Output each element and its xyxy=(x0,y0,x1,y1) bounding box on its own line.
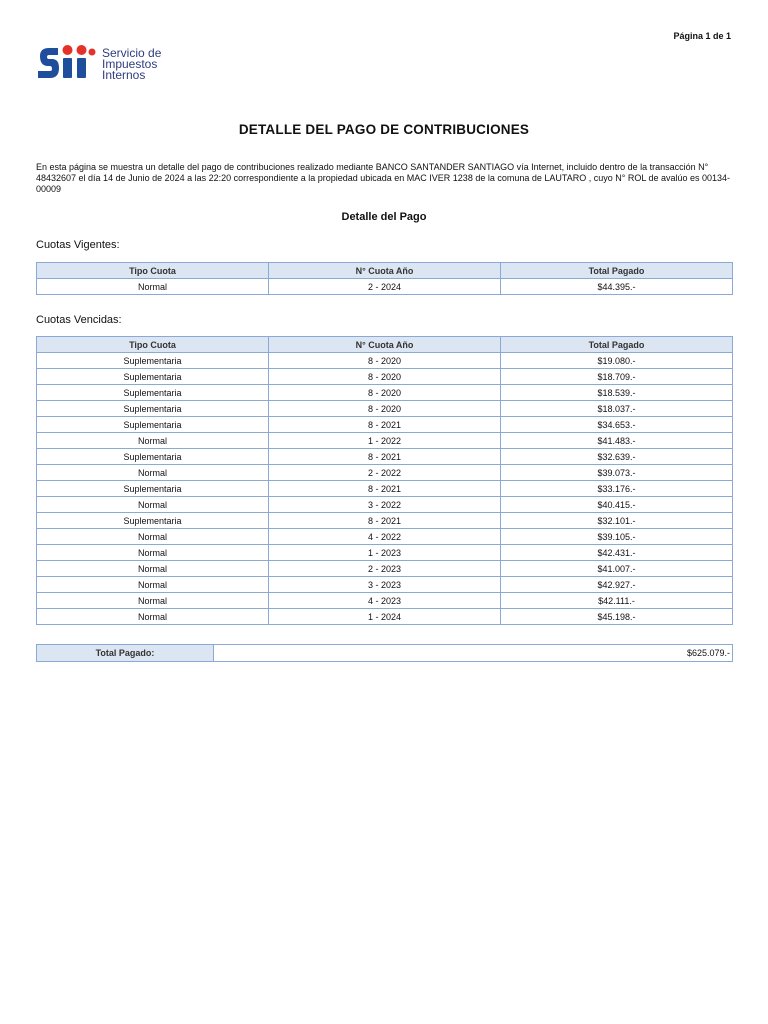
cell-cuota-anio: 1 - 2023 xyxy=(269,545,501,561)
table-row xyxy=(37,401,733,417)
cell-total-pagado: $42.111.- xyxy=(501,593,733,609)
cell-cuota-anio: 1 - 2024 xyxy=(269,609,501,625)
cell-cuota-anio: 2 - 2022 xyxy=(269,465,501,481)
cell-cuota-anio: 3 - 2022 xyxy=(269,497,501,513)
table-header-row xyxy=(37,263,733,279)
cell-tipo-cuota: Suplementaria xyxy=(37,385,269,401)
cell-cuota-anio: 8 - 2021 xyxy=(269,513,501,529)
vencidas-table-body xyxy=(37,353,733,625)
cell-tipo-cuota: Normal xyxy=(37,529,269,545)
total-label: Total Pagado: xyxy=(37,645,214,662)
table-row xyxy=(37,513,733,529)
sii-logo-mark xyxy=(36,42,96,86)
cell-cuota-anio: 4 - 2023 xyxy=(269,593,501,609)
total-table xyxy=(36,644,733,662)
table-row xyxy=(37,369,733,385)
column-header: Total Pagado xyxy=(501,263,733,279)
table-row xyxy=(37,577,733,593)
cell-total-pagado: $39.105.- xyxy=(501,529,733,545)
cell-total-pagado: $18.539.- xyxy=(501,385,733,401)
cell-tipo-cuota: Suplementaria xyxy=(37,401,269,417)
cell-tipo-cuota: Suplementaria xyxy=(37,449,269,465)
cell-tipo-cuota: Suplementaria xyxy=(37,417,269,433)
cell-cuota-anio: 8 - 2021 xyxy=(269,417,501,433)
table-row xyxy=(37,561,733,577)
table-row xyxy=(37,545,733,561)
cell-total-pagado: $42.431.- xyxy=(501,545,733,561)
column-header: Tipo Cuota xyxy=(37,337,269,353)
cell-total-pagado: $34.653.- xyxy=(501,417,733,433)
cell-tipo-cuota: Normal xyxy=(37,561,269,577)
page-title: DETALLE DEL PAGO DE CONTRIBUCIONES xyxy=(238,122,530,137)
table-row xyxy=(37,497,733,513)
table-row xyxy=(37,449,733,465)
cell-cuota-anio: 1 - 2022 xyxy=(269,433,501,449)
cell-total-pagado: $45.198.- xyxy=(501,609,733,625)
cell-tipo-cuota: Normal xyxy=(37,593,269,609)
cell-tipo-cuota: Normal xyxy=(37,465,269,481)
cell-total-pagado: $33.176.- xyxy=(501,481,733,497)
table-row xyxy=(37,417,733,433)
logo-line-1: Servicio de xyxy=(102,45,162,60)
cell-cuota-anio: 2 - 2023 xyxy=(269,561,501,577)
table-row xyxy=(37,593,733,609)
column-header: Tipo Cuota xyxy=(37,263,269,279)
table-row xyxy=(37,529,733,545)
sii-logo xyxy=(36,42,161,86)
cell-total-pagado: $44.395.- xyxy=(501,279,733,295)
cell-tipo-cuota: Normal xyxy=(37,577,269,593)
vencidas-label: Cuotas Vencidas: xyxy=(36,314,122,326)
total-row xyxy=(37,645,733,662)
cell-total-pagado: $32.639.- xyxy=(501,449,733,465)
table-row xyxy=(37,385,733,401)
table-row xyxy=(37,465,733,481)
intro-paragraph: En esta página se muestra un detalle del pago de contribuciones realizado mediante BANCO SANTANDER SANTIAGO vía Internet, incluido dentro de la transacción N° 48432607 el día 14 de Junio de 2024 a las 22:20 correspondiente a la propiedad ubicada en MAC IVER 1238 de la comuna de LAUTARO , cuyo N° ROL de avalúo es 00134-00009 xyxy=(36,162,731,194)
cell-tipo-cuota: Normal xyxy=(37,545,269,561)
total-value: $625.079.- xyxy=(214,645,733,662)
cell-cuota-anio: 8 - 2020 xyxy=(269,369,501,385)
cell-cuota-anio: 2 - 2024 xyxy=(269,279,501,295)
cell-total-pagado: $18.037.- xyxy=(501,401,733,417)
cell-tipo-cuota: Normal xyxy=(37,497,269,513)
cell-cuota-anio: 8 - 2020 xyxy=(269,353,501,369)
cell-total-pagado: $42.927.- xyxy=(501,577,733,593)
cell-tipo-cuota: Normal xyxy=(37,279,269,295)
column-header: Total Pagado xyxy=(501,337,733,353)
vencidas-table xyxy=(36,336,733,625)
cell-total-pagado: $41.483.- xyxy=(501,433,733,449)
table-row xyxy=(37,353,733,369)
cell-total-pagado: $41.007.- xyxy=(501,561,733,577)
cell-tipo-cuota: Suplementaria xyxy=(37,353,269,369)
cell-cuota-anio: 8 - 2021 xyxy=(269,449,501,465)
cell-total-pagado: $39.073.- xyxy=(501,465,733,481)
table-row xyxy=(37,481,733,497)
logo-wordmark xyxy=(102,45,162,82)
table-row xyxy=(37,433,733,449)
cell-cuota-anio: 8 - 2020 xyxy=(269,385,501,401)
vigentes-label: Cuotas Vigentes: xyxy=(36,239,120,251)
column-header: N° Cuota Año xyxy=(269,263,501,279)
cell-total-pagado: $18.709.- xyxy=(501,369,733,385)
cell-total-pagado: $19.080.- xyxy=(501,353,733,369)
cell-tipo-cuota: Suplementaria xyxy=(37,369,269,385)
cell-tipo-cuota: Suplementaria xyxy=(37,481,269,497)
cell-tipo-cuota: Suplementaria xyxy=(37,513,269,529)
page-number: Página 1 de 1 xyxy=(673,31,731,41)
logo-line-3: Internos xyxy=(102,67,146,82)
vigentes-table xyxy=(36,262,733,295)
cell-cuota-anio: 4 - 2022 xyxy=(269,529,501,545)
table-row xyxy=(37,609,733,625)
cell-cuota-anio: 8 - 2021 xyxy=(269,481,501,497)
cell-total-pagado: $32.101.- xyxy=(501,513,733,529)
cell-cuota-anio: 8 - 2020 xyxy=(269,401,501,417)
column-header: N° Cuota Año xyxy=(269,337,501,353)
section-title: Detalle del Pago xyxy=(341,211,427,223)
table-header-row xyxy=(37,337,733,353)
vigentes-table-body xyxy=(37,279,733,295)
cell-total-pagado: $40.415.- xyxy=(501,497,733,513)
cell-tipo-cuota: Normal xyxy=(37,609,269,625)
logo-line-2: Impuestos xyxy=(102,56,158,71)
cell-cuota-anio: 3 - 2023 xyxy=(269,577,501,593)
cell-tipo-cuota: Normal xyxy=(37,433,269,449)
table-row xyxy=(37,279,733,295)
